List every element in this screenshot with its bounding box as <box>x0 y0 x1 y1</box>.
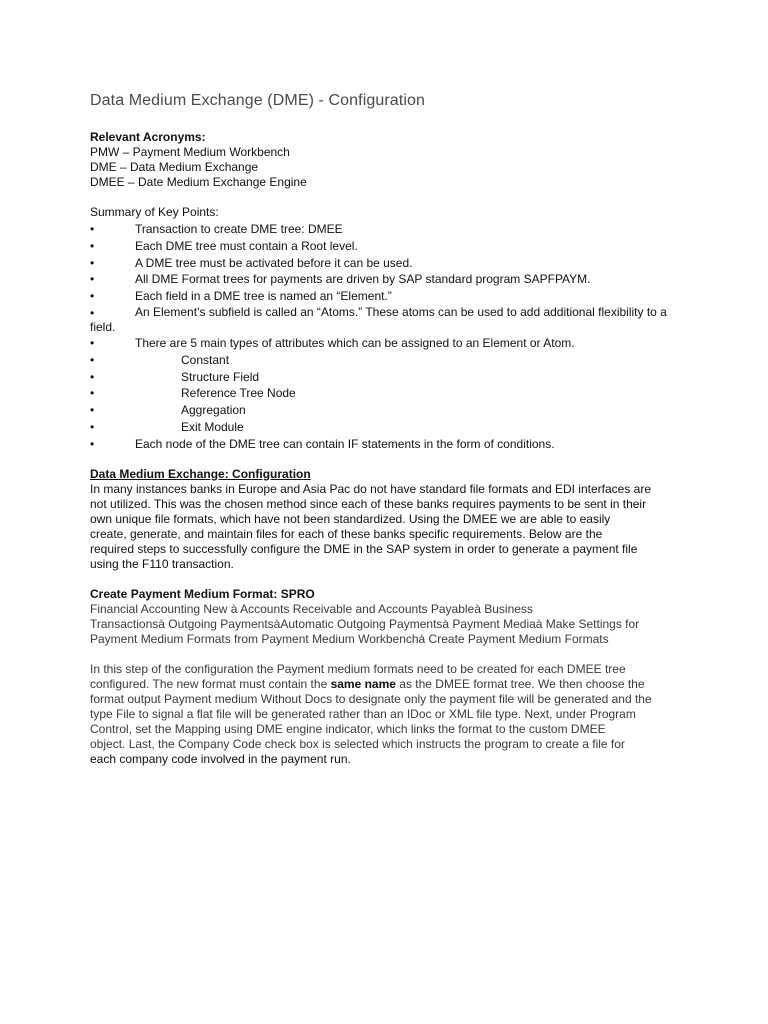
paragraph-line: object. Last, the Company Code check box is selected which instructs the program to create a file for <box>90 736 625 751</box>
list-item: • Each DME tree must contain a Root level. <box>90 238 358 253</box>
paragraph-line: create, generate, and maintain files for each of these banks specific requirements. Below are the <box>90 526 603 541</box>
menu-path-line: Payment Medium Formats from Payment Medium Workbenchà Create Payment Medium Formats <box>90 631 609 646</box>
bullet-icon: • <box>90 255 95 270</box>
paragraph-line: own unique file formats, which have not been standardized. Using the DMEE we are able to easily <box>90 511 611 526</box>
menu-path-line: Transactionsà Outgoing PaymentsàAutomatic Outgoing Paymentsà Payment Mediaà Make Settings for <box>90 616 640 631</box>
list-item: • Each field in a DME tree is named an “Element.” <box>90 289 392 304</box>
bullet-icon: • <box>90 335 95 350</box>
list-item: • A DME tree must be activated before it can be used. <box>90 255 413 270</box>
spro-section <box>90 587 690 767</box>
paragraph-line: each company code involved in the payment run. <box>90 751 351 766</box>
paragraph-line: In many instances banks in Europe and Asia Pac do not have standard file formats and EDI interfaces are <box>90 481 651 496</box>
list-item: • Constant <box>90 352 230 367</box>
paragraph-line: Control, set the Mapping using DME engine indicator, which links the format to the custom DMEE <box>90 721 606 736</box>
summary-heading: Summary of Key Points: <box>90 205 219 219</box>
list-item: • Transaction to create DME tree: DMEE <box>90 222 343 236</box>
bullet-icon: • <box>90 238 95 253</box>
menu-path-line: Financial Accounting New à Accounts Receivable and Accounts Payableà Business <box>90 601 533 616</box>
paragraph-line: not utilized. This was the chosen method since each of these banks requires payments to be sent in their <box>90 496 647 511</box>
list-item: • Each node of the DME tree can contain IF statements in the form of conditions. <box>90 436 555 451</box>
list-item: • Aggregation <box>90 403 246 418</box>
bullet-icon: • <box>90 289 95 304</box>
bullet-icon: • <box>90 386 95 401</box>
document-page <box>90 92 690 767</box>
paragraph-line: type File to signal a flat file will be generated rather than an IDoc or XML file type. Next, under Program <box>90 706 636 721</box>
list-item: • Exit Module <box>90 419 244 434</box>
list-item: • All DME Format trees for payments are driven by SAP standard program SAPFPAYM. <box>90 272 591 287</box>
acronyms-heading: Relevant Acronyms: <box>90 130 206 144</box>
list-item: • Reference Tree Node <box>90 386 296 401</box>
bullet-icon: • <box>90 403 95 418</box>
acronym-item: PMW – Payment Medium Workbench <box>90 145 290 159</box>
bullet-icon: • <box>90 222 95 236</box>
section-heading: Create Payment Medium Format: SPRO <box>90 586 315 601</box>
acronym-item: DMEE – Date Medium Exchange Engine <box>90 175 307 189</box>
summary-section <box>90 205 690 453</box>
bullet-icon: • <box>90 369 95 384</box>
section-heading: Data Medium Exchange: Configuration <box>90 466 311 481</box>
paragraph-line: configured. The new format must contain the same name as the DMEE format tree. We then choose the <box>90 676 645 691</box>
list-item: • There are 5 main types of attributes which can be assigned to an Element or Atom. <box>90 335 575 350</box>
bullet-icon: • <box>90 272 95 287</box>
bullet-icon: • <box>90 436 95 451</box>
bullet-icon: • <box>90 352 95 367</box>
list-item: • Structure Field <box>90 369 260 384</box>
paragraph-line: required steps to successfully configure the DME in the SAP system in order to generate a payment file <box>90 541 638 556</box>
paragraph-line: format output Payment medium Without Docs to designate only the payment file will be generated and the <box>90 691 652 706</box>
acronym-item: DME – Data Medium Exchange <box>90 160 259 174</box>
configuration-section <box>90 467 690 572</box>
document-title: Data Medium Exchange (DME) - Configuration <box>90 92 426 109</box>
emphasis-text: same name <box>330 676 396 691</box>
bullet-icon: • <box>90 419 95 434</box>
paragraph-line: In this step of the configuration the Payment medium formats need to be created for each DMEE tree <box>90 661 626 676</box>
paragraph-line: using the F110 transaction. <box>90 556 234 571</box>
bullet-icon: • <box>90 305 95 320</box>
acronyms-section <box>90 130 690 190</box>
list-item: • An Element’s subfield is called an “Atoms.” These atoms can be used to add additional flexibility to a field. <box>90 304 667 334</box>
